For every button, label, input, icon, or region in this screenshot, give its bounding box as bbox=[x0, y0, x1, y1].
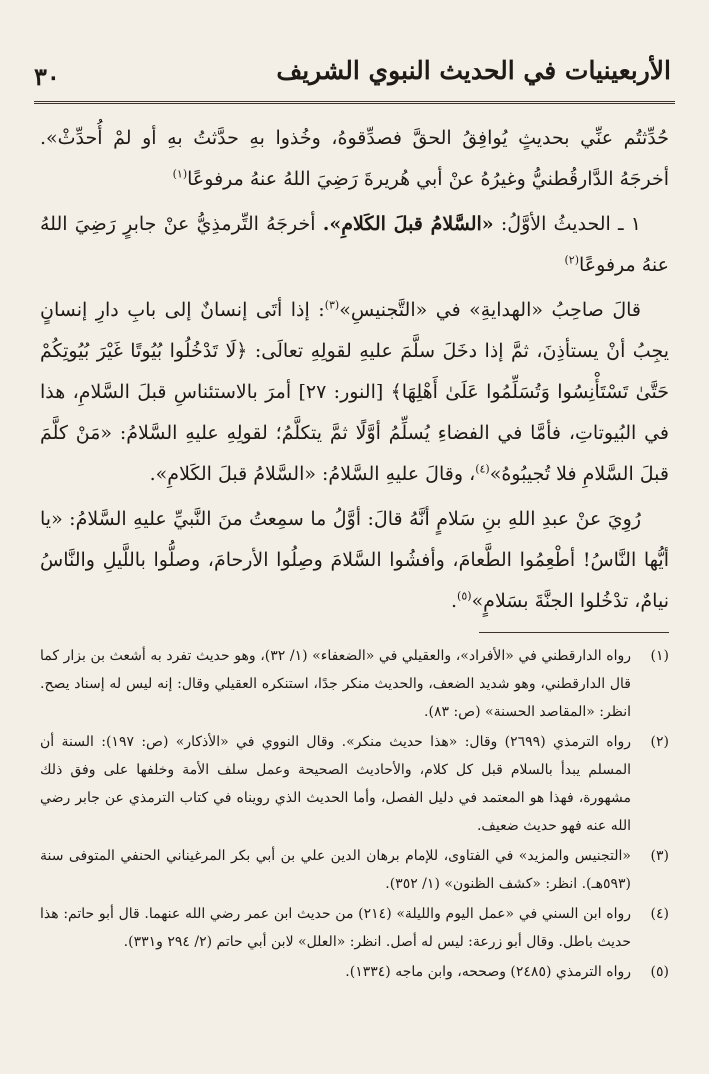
paragraph-4-end: . bbox=[451, 590, 458, 612]
hadith-lead: ١ ـ الحديثُ الأوَّلُ: bbox=[500, 213, 641, 235]
paragraph-3 bbox=[40, 290, 669, 495]
footnote-ref-1: (١) bbox=[172, 167, 188, 181]
header-rule bbox=[34, 101, 675, 104]
paragraph-4 bbox=[40, 499, 669, 622]
footnote-number: (١) bbox=[650, 648, 669, 664]
paragraph-2 bbox=[40, 204, 669, 286]
footnote-text: «التجنيس والمزيد» في الفتاوى، للإمام برهان الدين علي بن أبي بكر المرغيناني الحنفي المتوفى سنة (٥٩٣هـ). انظر: «كشف الظنون» (١/ ٣٥٢). bbox=[40, 848, 631, 892]
footnote-text: رواه الدارقطني في «الأفراد»، والعقيلي في «الضعفاء» (١/ ٣٢)، وهو حديث تفرد به أشعث بن بزار كما قال الدارقطني، وهو شديد الضعف، والحديث منكر جدًا، استنكره العقيلي وقال: إنه ليس له إسناد يصح. انظر: «المقاصد الحسنة» (ص: ٨٣). bbox=[40, 648, 631, 720]
footnote-ref-5: (٥) bbox=[457, 589, 472, 603]
footnote-1 bbox=[40, 642, 669, 726]
paragraph-3-b: : إذا أتَى إنسانٌ إلى بابِ دارِ إنسانٍ يجِبُ أنْ يستأذِنَ، ثمَّ إذا دخَلَ سلَّمَ عليهِ لقولِهِ تعالَى: bbox=[40, 299, 670, 362]
paragraph-3-d: ، وقالَ عليهِ السَّلامُ: «السَّلامُ قبلَ الكَلامِ». bbox=[149, 463, 476, 485]
hadith-quote: «السَّلامُ قبلَ الكَلامِ». bbox=[322, 213, 494, 235]
footnote-2 bbox=[40, 728, 669, 840]
paragraph-3-a: قالَ صاحِبُ «الهدايةِ» في «التَّجنيسِ» bbox=[339, 299, 641, 321]
footnote-ref-3: (٣) bbox=[324, 298, 340, 312]
footnotes bbox=[40, 642, 669, 988]
footnote-5 bbox=[40, 958, 669, 986]
paragraph-1-text: حُدِّثتُم عنِّي بحديثٍ يُوافِقُ الحقَّ فصدِّقوهُ، وخُذوا بهِ حدَّثتُ بهِ أو لمْ أُحدِّثْ». أخرجَهُ الدَّارقُطنيُّ وغيرُهُ عنْ أبي هُريرةَ رَضِيَ اللهُ عنهُ مرفوعًا bbox=[40, 127, 669, 190]
footnote-number: (٣) bbox=[650, 848, 669, 864]
footnote-4 bbox=[40, 900, 669, 956]
footnote-ref-2: (٢) bbox=[564, 253, 580, 267]
footnote-text: رواه الترمذي (٢٦٩٩) وقال: «هذا حديث منكر». وقال النووي في «الأذكار» (ص: ١٩٧): السنة أن المسلم يبدأ بالسلام قبل كل كلام، والأحاديث الصحيحة وعمل سلف الأمة وخلفها على وفق ذلك مشهورة، فهذا هو المعتمد في دليل الفصل، وأما الحديث الذي رويناه في كتاب الترمذي عن جابر رضي الله عنه فهو حديث ضعيف. bbox=[40, 734, 632, 834]
paragraph-1 bbox=[40, 118, 669, 200]
page-number: ٣٠ bbox=[34, 62, 60, 91]
footnote-text: رواه ابن السني في «عمل اليوم والليلة» (٢١٤) من حديث ابن عمر رضي الله عنهما. قال أبو حاتم: هذا حديث باطل. وقال أبو زرعة: ليس له أصل. انظر: «العلل» لابن أبي حاتم (٢/ ٢٩٤ و٣٣١). bbox=[40, 906, 631, 950]
footnote-text: رواه الترمذي (٢٤٨٥) وصححه، وابن ماجه (١٣٣٤). bbox=[345, 964, 631, 980]
paragraph-2-text: أخرجَهُ التِّرمذِيُّ عنْ جابرٍ رَضِيَ اللهُ عنهُ مرفوعًا bbox=[40, 213, 669, 276]
main-text bbox=[40, 118, 669, 622]
paragraph-4-text: رُوِيَ عنْ عبدِ اللهِ بنِ سَلامٍ أنَّهُ قالَ: أوَّلُ ما سمِعتُ منَ النَّبيِّ عليهِ السَّلامُ: «يا أيُّها النَّاسُ! أطْعِمُوا الطَّعامَ، وأفشُوا السَّلامَ وصِلُوا الأرحامَ، وصلُّوا باللَّيلِ والنَّاسُ نيامٌ، تدْخُلوا الجنَّةَ بسَلامٍ» bbox=[40, 508, 669, 612]
footnote-number: (٥) bbox=[650, 964, 669, 980]
footnote-rule bbox=[479, 632, 669, 633]
footnote-number: (٢) bbox=[650, 734, 669, 750]
paragraph-3-c: أمرَ بالاستئناسِ قبلَ السَّلامِ، هذا في البُيوتاتِ، فأمَّا في الفضاءِ يُسلِّمُ أوَّلًا ثمَّ يتكلَّمُ؛ لقولِهِ عليهِ السَّلامُ: «مَنْ كلَّمَ قبلَ السَّلامِ فلا تُجيبُوهُ» bbox=[40, 381, 669, 485]
footnote-number: (٤) bbox=[650, 906, 669, 922]
running-title: الأربعينيات في الحديث النبوي الشريف bbox=[276, 56, 671, 85]
footnote-ref-4: (٤) bbox=[475, 462, 490, 476]
page-header bbox=[34, 52, 675, 104]
footnote-3 bbox=[40, 842, 669, 898]
verse-reference: [النور: ٢٧] bbox=[298, 381, 384, 403]
quran-verse: ﴿لَا تَدْخُلُوا بُيُوتًا غَيْرَ بُيُوتِكُمْ حَتَّىٰ تَسْتَأْنِسُوا وَتُسَلِّمُوا عَلَىٰ أَهْلِهَا﴾ bbox=[40, 340, 669, 403]
